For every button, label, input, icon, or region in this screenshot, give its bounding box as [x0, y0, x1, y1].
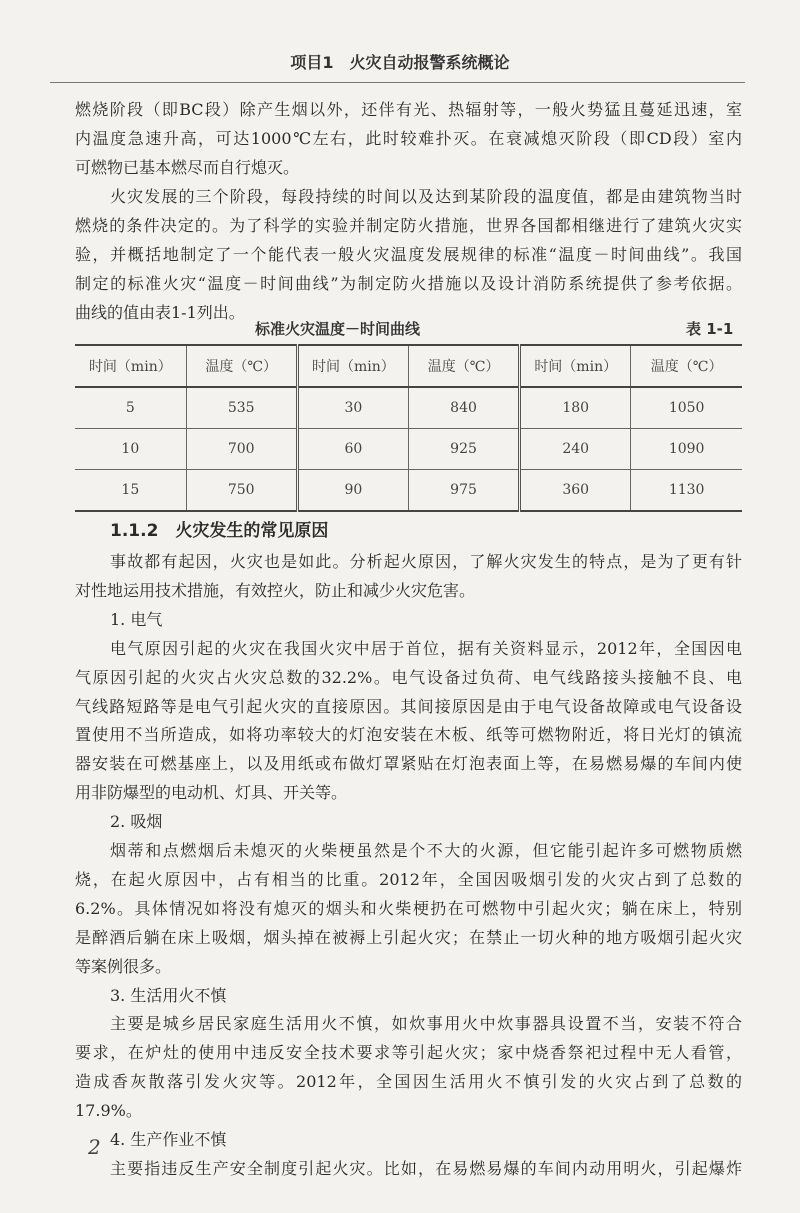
text-line: 2. 吸烟 — [110, 812, 163, 832]
header-rule — [50, 82, 745, 83]
section-heading: 1.1.2 火灾发生的常见原因 — [110, 521, 329, 541]
table-cell: 240 — [520, 429, 631, 470]
text-line: 对性地运用技术措施，有效控火，防止和减少火灾危害。 — [75, 580, 476, 600]
text-line: 17.9%。 — [75, 1101, 142, 1121]
column-header: 温度（℃） — [186, 345, 297, 387]
column-header: 时间（min） — [520, 345, 631, 387]
text-line: 火灾发展的三个阶段，每段持续的时间以及达到某阶段的温度值，都是由建筑物当时 — [110, 187, 742, 206]
table-cell: 535 — [186, 387, 297, 429]
table-cell: 10 — [75, 429, 186, 470]
table-cell: 1130 — [631, 470, 742, 512]
table-cell: 925 — [408, 429, 519, 470]
table-cell: 975 — [408, 470, 519, 512]
text-line: 烟蒂和点燃烟后未熄灭的火柴梗虽然是个不大的火源，但它能引起许多可燃物质燃 — [110, 841, 742, 860]
table-row — [75, 429, 742, 470]
table-cell: 60 — [297, 429, 408, 470]
table-cell: 180 — [520, 387, 631, 429]
text-line: 事故都有起因，火灾也是如此。分析起火原因，了解火灾发生的特点，是为了更有针 — [110, 552, 742, 571]
text-line: 制定的标准火灾“温度－时间曲线”为制定防火措施以及设计消防系统提供了参考依据。 — [75, 274, 742, 293]
text-line: 置使用不当所造成，如将功率较大的灯泡安装在木板、纸等可燃物附近，将日光灯的镇流 — [75, 725, 742, 745]
text-line: 主要是城乡居民家庭生活用火不慎，如炊事用火中炊事器具设置不当，安装不符合 — [110, 1014, 742, 1034]
table-cell: 5 — [75, 387, 186, 429]
table-cell: 1050 — [631, 387, 742, 429]
table-row — [75, 387, 742, 429]
text-line: 是醉酒后躺在床上吸烟，烟头掉在被褥上引起火灾；在禁止一切火种的地方吸烟引起火灾 — [75, 927, 742, 947]
table-cell: 840 — [408, 387, 519, 429]
text-line: 可燃物已基本燃尽而自行熄灭。 — [75, 158, 300, 177]
table-cell: 360 — [520, 470, 631, 512]
column-header: 温度（℃） — [408, 345, 519, 387]
table-cell: 750 — [186, 470, 297, 512]
text-line: 3. 生活用火不慎 — [110, 985, 227, 1005]
table-row — [75, 470, 742, 512]
temperature-time-table — [75, 344, 742, 512]
table-number: 表 1-1 — [686, 320, 734, 338]
text-line: 用非防爆型的电动机、灯具、开关等。 — [75, 783, 348, 803]
table-cell: 15 — [75, 470, 186, 512]
text-line: 燃烧的条件决定的。为了科学的实验并制定防火措施，世界各国都相继进行了建筑火灾实 — [75, 216, 742, 235]
text-line: 电气原因引起的火灾在我国火灾中居于首位，据有关资料显示，2012年，全国因电 — [110, 638, 742, 658]
text-line: 烧，在起火原因中，占有相当的比重。2012年，全国因吸烟引发的火灾占到了总数的 — [75, 869, 742, 889]
column-header: 时间（min） — [297, 345, 408, 387]
text-line: 要求，在炉灶的使用中违反安全技术要求等引起火灾；家中烧香祭祀过程中无人看管， — [75, 1043, 742, 1063]
column-header: 时间（min） — [75, 345, 186, 387]
table-cell: 1090 — [631, 429, 742, 470]
text-line: 等案例很多。 — [75, 956, 172, 976]
text-line: 1. 电气 — [110, 609, 163, 629]
text-line: 验，并概括地制定了一个能代表一般火灾温度发展规律的标准“温度－时间曲线”。我国 — [75, 245, 742, 264]
running-header: 项目1 火灾自动报警系统概论 — [290, 53, 510, 72]
text-line: 燃烧阶段（即BC段）除产生烟以外，还伴有光、热辐射等，一般火势猛且蔓延迅速，室 — [75, 100, 742, 119]
text-line: 气线路短路等是电气引起火灾的直接原因。其间接原因是由于电气设备故障或电气设备设 — [75, 696, 742, 716]
table-cell: 30 — [297, 387, 408, 429]
text-line: 6.2%。具体情况如将没有熄灭的烟头和火柴梗扔在可燃物中引起火灾；躺在床上，特别 — [75, 898, 742, 918]
page-number: 2 — [88, 1135, 101, 1159]
text-line: 4. 生产作业不慎 — [110, 1130, 227, 1149]
text-line: 气原因引起的火灾占火灾总数的32.2%。电气设备过负荷、电气线路接头接触不良、电 — [75, 667, 742, 687]
column-header: 温度（℃） — [631, 345, 742, 387]
text-line: 曲线的值由表1-1列出。 — [75, 303, 245, 322]
text-line: 器安装在可燃基座上，以及用纸或布做灯罩紧贴在灯泡表面上等，在易燃易爆的车间内使 — [75, 754, 742, 774]
table-cell: 700 — [186, 429, 297, 470]
text-line: 内温度急速升高，可达1000℃左右，此时较难扑灭。在衰减熄灭阶段（即CD段）室内 — [75, 129, 742, 148]
text-line: 主要指违反生产安全制度引起火灾。比如，在易燃易爆的车间内动用明火，引起爆炸 — [110, 1158, 742, 1178]
table-caption: 标准火灾温度－时间曲线 — [255, 320, 421, 338]
table-cell: 90 — [297, 470, 408, 512]
text-line: 造成香灰散落引发火灾等。2012年，全国因生活用火不慎引发的火灾占到了总数的 — [75, 1072, 742, 1092]
table-header-row — [75, 345, 742, 387]
